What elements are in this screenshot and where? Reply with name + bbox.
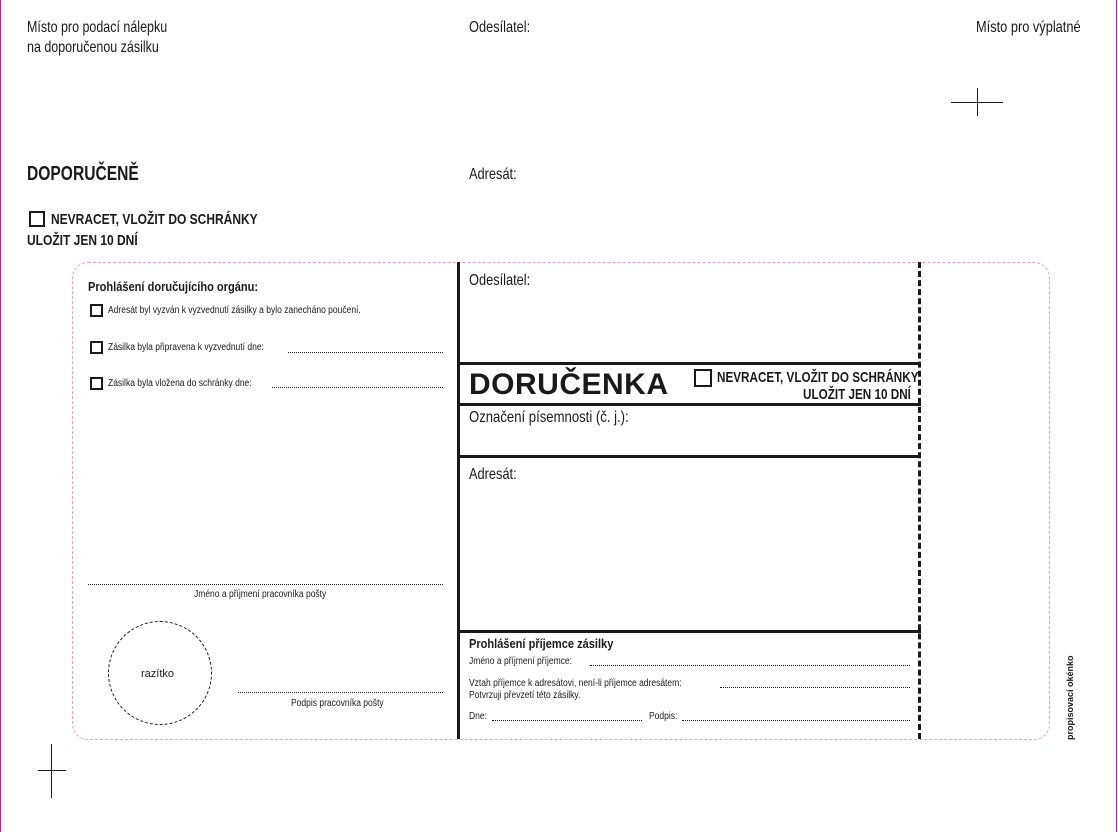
delivery-declaration-title: Prohlášení doručujícího orgánu:	[88, 279, 259, 294]
header-sender-label: Odesílatel:	[469, 19, 531, 36]
worker-signature-label: Podpis pracovníka pošty	[291, 698, 384, 709]
signature-label: Podpis:	[649, 711, 678, 722]
recipient-name-label: Jméno a příjmení příjemce:	[469, 656, 572, 667]
option-2-date-line[interactable]	[288, 352, 443, 353]
return-sender-label: Odesílatel:	[469, 272, 531, 289]
worker-name-label: Jméno a příjmení pracovníka pošty	[194, 589, 327, 600]
rule-3	[457, 455, 921, 458]
sticker-area-label	[27, 18, 207, 58]
no-return-line-2: ULOŽIT JEN 10 DNÍ	[27, 232, 138, 249]
no-return-checkbox[interactable]	[29, 211, 45, 227]
tear-off-outline	[72, 262, 1050, 740]
option-2-checkbox[interactable]	[90, 341, 103, 354]
recipient-name-line[interactable]	[590, 665, 910, 666]
confirm-label: Potvrzuji převzetí této zásilky.	[469, 690, 581, 701]
receipt-no-return-line-2: ULOŽIT JEN 10 DNÍ	[803, 386, 911, 403]
option-3-label: Zásilka byla vložena do schránky dne:	[108, 378, 252, 389]
worker-signature-line[interactable]	[238, 692, 443, 693]
worker-name-line[interactable]	[88, 584, 443, 585]
option-3-checkbox[interactable]	[90, 377, 103, 390]
relation-label: Vztah příjemce k adresátovi, není-li příjemce adresátem:	[469, 678, 682, 689]
header-addressee-label: Adresát:	[469, 166, 517, 183]
receipt-addressee-label: Adresát:	[469, 466, 517, 483]
date-line[interactable]	[492, 720, 642, 721]
side-label-text: propisovací okénko	[1065, 655, 1075, 740]
tear-perforation	[918, 262, 921, 739]
document-ref-label: Označení písemnosti (č. j.):	[469, 409, 629, 426]
receipt-no-return-line-1: NEVRACET, VLOŽIT DO SCHRÁNKY	[717, 369, 919, 386]
no-return-line-1: NEVRACET, VLOŽIT DO SCHRÁNKY	[51, 211, 258, 228]
left-edge	[0, 0, 1, 832]
return-receipt-title: DORUČENKA	[469, 368, 669, 401]
stamp-label: razítko	[141, 668, 175, 680]
registered-label: DOPORUČENĚ	[27, 163, 139, 185]
right-edge	[1116, 0, 1117, 832]
rule-2	[457, 403, 921, 406]
recipient-declaration-title: Prohlášení příjemce zásilky	[469, 636, 614, 651]
crosshair-bl-h	[38, 770, 66, 771]
option-3-date-line[interactable]	[272, 387, 443, 388]
relation-line[interactable]	[720, 687, 910, 688]
sticker-line-2: na doporučenou zásilku	[27, 39, 159, 56]
date-label: Dne:	[469, 711, 487, 722]
signature-line[interactable]	[682, 720, 910, 721]
option-1-checkbox[interactable]	[90, 304, 103, 317]
option-2-label: Zásilka byla připravena k vyzvednutí dne:	[108, 342, 264, 353]
crosshair-v	[977, 88, 978, 116]
panel-divider	[457, 262, 460, 739]
crosshair-bl-v	[51, 744, 52, 798]
rule-top	[457, 362, 921, 365]
option-1-label: Adresát byl vyzván k vyzvednutí zásilky a bylo zanecháno poučení.	[108, 305, 361, 316]
sticker-line-1: Místo pro podací nálepku	[27, 19, 168, 36]
rule-4	[457, 630, 921, 633]
receipt-no-return-checkbox[interactable]	[694, 369, 712, 387]
postage-label: Místo pro výplatné	[976, 19, 1081, 36]
